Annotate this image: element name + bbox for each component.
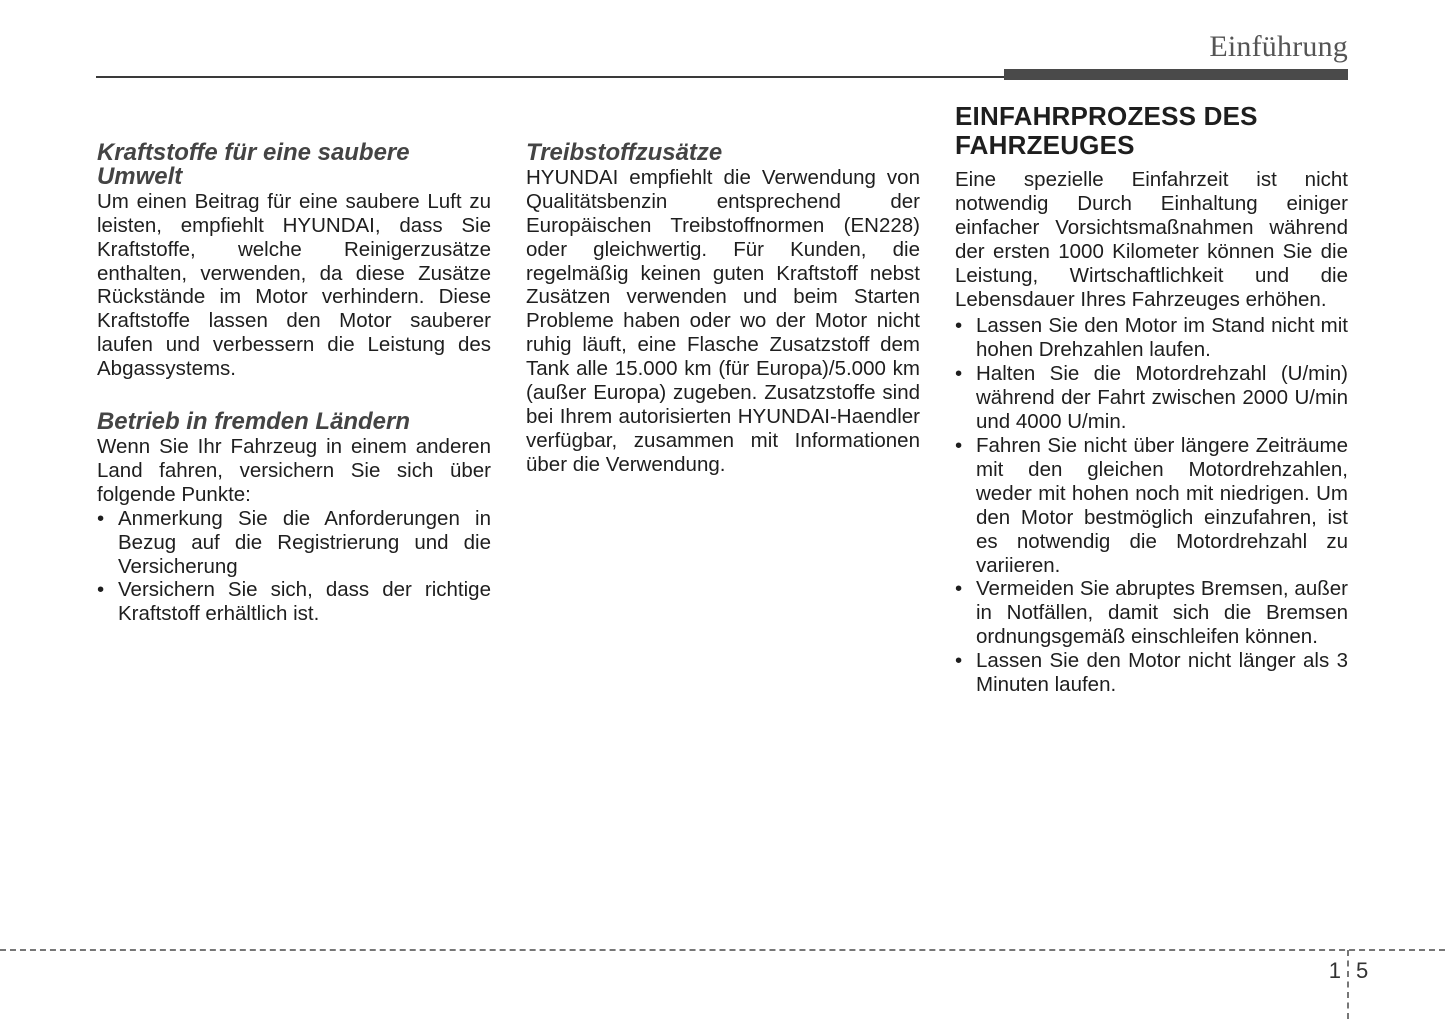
bullet-icon: •: [97, 506, 105, 530]
list-item-text: Vermeiden Sie abruptes Bremsen, außer in Notfällen, damit sich die Bremsen ordnungsgemäß einschleifen können.: [976, 577, 1348, 649]
page-number: 5: [1356, 958, 1369, 983]
section-title-break-in: [955, 102, 1348, 160]
bullet-icon: •: [955, 433, 963, 457]
list-item: [97, 578, 491, 626]
list-item-text: Fahren Sie nicht über längere Zeiträume mit den gleichen Motordrehzahlen, weder mit hohen noch mit niedrigen. Um den Motor bestmöglich einzufahren, ist es notwendig die Motordrehzahl zu variieren.: [976, 433, 1348, 577]
list-item: [955, 434, 1348, 577]
page-number-divider: [1347, 950, 1349, 1019]
paragraph-clean-fuels: Um einen Beitrag für eine saubere Luft zu leisten, empfiehlt HYUNDAI, dass Sie Kraftstoffe, welche Reinigerzusätze enthalten, verwenden, da diese Zusätze Rückstände im Motor verhindern. Diese Kraftstoffe lassen den Motor sauberer laufen und verbessern die Leistung des Abgassystems.: [97, 189, 491, 381]
section-title-line: FAHRZEUGES: [955, 130, 1135, 160]
bullet-icon: •: [955, 649, 963, 673]
paragraph-fuel-additives: HYUNDAI empfiehlt die Verwendung von Qualitätsbenzin entsprechend der Europäischen Treibstoffnormen (EN228) oder gleichwertig. Für Kunden, die regelmäßig keinen guten Kraftstoff nebst Zusätzen verwenden und beim Starten Probleme haben oder wo der Motor nicht ruhig läuft, eine Flasche Zusatzstoff dem Tank alle 15.000 km (für Europa)/5.000 km (außer Europa) zugeben. Zusatzstoffe sind bei Ihrem autorisierten HYUNDAI-Haendler verfügbar, zusammen mit Informationen über die Verwendung.: [526, 165, 920, 476]
chapter-title: Einführung: [1209, 30, 1348, 63]
list-item: [955, 649, 1348, 697]
list-item: [955, 577, 1348, 649]
section-title-line: EINFAHRPROZESS DES: [955, 101, 1258, 131]
paragraph-foreign-countries: Wenn Sie Ihr Fahrzeug in einem anderen Land fahren, versichern Sie sich über folgende Punkte:: [97, 434, 491, 506]
footer-divider: [0, 949, 1445, 951]
list-item: [955, 314, 1348, 362]
column-left: [97, 100, 491, 626]
header-accent-bar: [1004, 69, 1348, 80]
list-item-text: Versichern Sie sich, dass der richtige Kraftstoff erhältlich ist.: [118, 578, 491, 626]
bullet-list-break-in: [955, 314, 1348, 697]
heading-fuel-additives: Treibstoffzusätze: [526, 139, 723, 166]
header-rule: [96, 76, 1006, 78]
bullet-icon: •: [955, 362, 963, 386]
heading-foreign-countries: Betrieb in fremden Ländern: [97, 408, 410, 436]
heading-clean-fuels: Kraftstoffe für eine saubere Umwelt: [97, 139, 410, 190]
list-item-text: Lassen Sie den Motor nicht länger als 3 Minuten laufen.: [976, 649, 1348, 697]
bullet-icon: •: [955, 577, 963, 601]
bullet-list-foreign: [97, 507, 491, 627]
paragraph-break-in: Eine spezielle Einfahrzeit ist nicht notwendig Durch Einhaltung einiger einfacher Vorsichtsmaßnahmen während der ersten 1000 Kilometer können Sie die Leistung, Wirtschaftlichkeit und die Lebensdauer Ihres Fahrzeuges erhöhen.: [955, 168, 1348, 311]
list-item: [97, 507, 491, 579]
list-item-text: Lassen Sie den Motor im Stand nicht mit hohen Drehzahlen laufen.: [976, 314, 1348, 362]
list-item-text: Halten Sie die Motordrehzahl (U/min) während der Fahrt zwischen 2000 U/min und 4000 U/min.: [976, 362, 1348, 434]
bullet-icon: •: [97, 578, 105, 602]
bullet-icon: •: [955, 314, 963, 338]
column-right: [955, 100, 1348, 697]
chapter-number: 1: [1328, 958, 1341, 983]
list-item-text: Anmerkung Sie die Anforderungen in Bezug auf die Registrierung und die Versicherung: [118, 506, 491, 578]
column-middle: [526, 100, 920, 477]
list-item: [955, 362, 1348, 434]
